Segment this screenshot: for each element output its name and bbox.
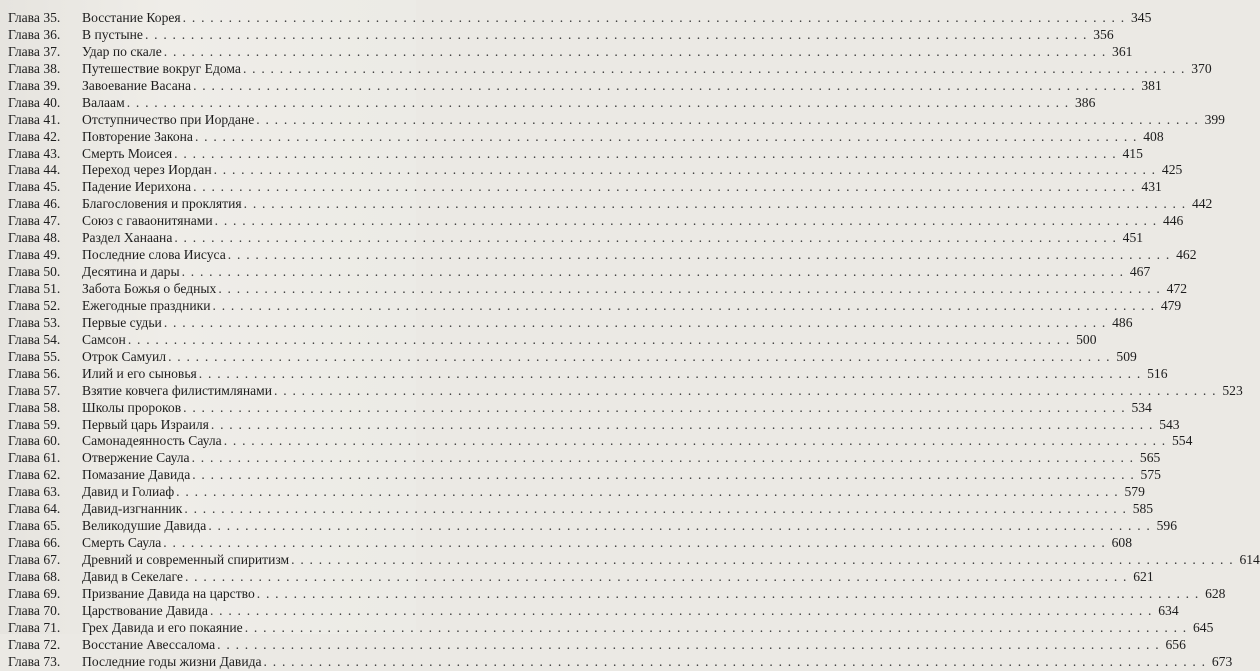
page-number: 500	[1076, 331, 1097, 347]
chapter-title: Валаам	[82, 94, 125, 110]
page-number: 472	[1166, 281, 1188, 296]
page-number: 361	[1112, 43, 1133, 59]
chapter-title: Первый царь Израиля	[82, 416, 209, 432]
chapter-title: Последние слова Иисуса	[82, 247, 226, 263]
dot-leader	[215, 213, 1158, 230]
chapter-title: Смерть Моисея	[82, 145, 173, 161]
page-number: 596	[1156, 518, 1178, 534]
page-number: 579	[1124, 484, 1145, 500]
page-number: 381	[1141, 77, 1162, 93]
chapter-number: Глава 59.	[8, 416, 61, 432]
dot-leader	[184, 501, 1127, 518]
dot-leader	[192, 467, 1135, 484]
chapter-number: Глава 61.	[8, 450, 61, 466]
chapter-number: Глава 49.	[8, 247, 61, 263]
toc-entry	[8, 94, 1096, 112]
dot-leader	[176, 484, 1119, 501]
page-number: 543	[1159, 416, 1180, 432]
toc-entry	[8, 230, 1144, 247]
dot-leader	[174, 230, 1117, 247]
dot-leader	[183, 10, 1126, 27]
page-number: 628	[1205, 585, 1226, 601]
chapter-number: Глава 47.	[8, 213, 61, 229]
chapter-title: Смерть Саула	[82, 535, 162, 551]
toc-entry	[8, 501, 1154, 518]
toc-entry	[8, 213, 1184, 230]
chapter-title: Забота Божья о бедных	[82, 281, 217, 296]
page-number: 408	[1143, 128, 1164, 144]
page-number: 386	[1074, 94, 1096, 110]
toc-entry	[8, 264, 1151, 281]
table-of-contents	[8, 10, 1260, 671]
dot-leader	[228, 247, 1171, 264]
page-number: 645	[1192, 619, 1214, 635]
toc-entry	[8, 433, 1193, 450]
toc-entry	[8, 10, 1152, 27]
toc-entry	[8, 399, 1152, 417]
chapter-title: Благословения и проклятия	[82, 196, 242, 212]
chapter-title: Последние годы жизни Давида	[82, 653, 262, 669]
toc-entry	[8, 365, 1168, 383]
chapter-number: Глава 73.	[8, 653, 61, 669]
chapter-number: Глава 40.	[8, 94, 61, 110]
chapter-title: Илий и его сыновья	[82, 365, 197, 381]
toc-entry	[8, 467, 1161, 484]
dot-leader	[264, 654, 1207, 671]
chapter-title: Отрок Самуил	[82, 348, 167, 364]
toc-entry	[8, 314, 1133, 332]
toc-entry	[8, 602, 1179, 620]
toc-entry	[8, 535, 1132, 552]
chapter-number: Глава 70.	[8, 602, 61, 618]
toc-entry	[8, 484, 1145, 501]
toc-entry	[8, 416, 1180, 434]
toc-entry	[8, 26, 1114, 44]
chapter-number: Глава 66.	[8, 535, 61, 551]
chapter-title: Путешествие вокруг Едома	[82, 60, 241, 76]
dot-leader	[257, 586, 1200, 603]
chapter-number: Глава 39.	[8, 77, 61, 93]
page-number: 425	[1161, 162, 1183, 178]
chapter-number: Глава 46.	[8, 196, 61, 212]
chapter-title: Давид в Секелаге	[82, 568, 183, 584]
dot-leader	[193, 179, 1136, 196]
chapter-number: Глава 53.	[8, 314, 61, 330]
chapter-title: Отступничество при Иордане	[82, 111, 255, 127]
chapter-title: Восстание Авессалома	[82, 636, 216, 652]
chapter-number: Глава 41.	[8, 111, 61, 127]
dot-leader	[274, 383, 1217, 400]
chapter-title: Помазание Давида	[82, 467, 191, 483]
chapter-number: Глава 51.	[8, 281, 61, 296]
dot-leader	[163, 535, 1106, 552]
page-number: 621	[1133, 568, 1154, 584]
chapter-number: Глава 63.	[8, 484, 61, 500]
chapter-number: Глава 60.	[8, 433, 61, 449]
page-number: 399	[1204, 111, 1225, 127]
chapter-title: Переход через Иордан	[82, 162, 212, 178]
toc-entry	[8, 145, 1143, 163]
dot-leader	[127, 95, 1070, 112]
chapter-title: Самсон	[82, 331, 126, 347]
toc-entry	[8, 281, 1188, 298]
chapter-number: Глава 35.	[8, 10, 61, 25]
chapter-title: Десятина и дары	[82, 264, 180, 280]
toc-entry	[8, 653, 1233, 671]
page-number: 523	[1222, 382, 1243, 398]
toc-entry	[8, 196, 1213, 213]
toc-entry	[8, 518, 1178, 535]
chapter-title: Царствование Давида	[82, 602, 208, 618]
page-number: 462	[1176, 247, 1197, 263]
chapter-number: Глава 54.	[8, 331, 61, 347]
chapter-title: Первые судьи	[82, 314, 162, 330]
toc-entry	[8, 382, 1243, 400]
chapter-number: Глава 67.	[8, 552, 61, 567]
chapter-number: Глава 64.	[8, 501, 61, 517]
toc-entry	[8, 297, 1182, 315]
chapter-title: Грех Давида и его покаяние	[82, 619, 243, 635]
chapter-number: Глава 43.	[8, 145, 61, 161]
chapter-title: Древний и современный спиритизм	[82, 552, 290, 567]
chapter-number: Глава 65.	[8, 518, 61, 534]
chapter-title: Завоевание Васана	[82, 77, 192, 93]
chapter-number: Глава 38.	[8, 60, 61, 76]
chapter-title: В пустыне	[82, 26, 143, 42]
chapter-title: Школы пророков	[82, 399, 182, 415]
dot-leader	[211, 417, 1154, 434]
chapter-number: Глава 44.	[8, 162, 61, 178]
dot-leader	[291, 552, 1234, 569]
chapter-title: Союз с гаваонитянами	[82, 213, 213, 229]
chapter-title: Отвержение Саула	[82, 450, 190, 466]
chapter-title: Раздел Ханаана	[82, 230, 173, 246]
dot-leader	[218, 281, 1161, 298]
chapter-number: Глава 72.	[8, 636, 61, 652]
chapter-number: Глава 37.	[8, 43, 61, 59]
chapter-number: Глава 42.	[8, 128, 61, 144]
chapter-number: Глава 69.	[8, 585, 61, 601]
dot-leader	[164, 44, 1107, 61]
chapter-title: Повторение Закона	[82, 128, 193, 144]
page-number: 673	[1211, 653, 1233, 669]
dot-leader	[224, 433, 1167, 450]
chapter-title: Взятие ковчега филистимлянами	[82, 382, 273, 398]
page-number: 345	[1130, 10, 1152, 25]
chapter-number: Глава 56.	[8, 365, 61, 381]
toc-entry	[8, 179, 1162, 196]
chapter-title: Давид-изгнанник	[82, 501, 183, 517]
page-number: 565	[1139, 450, 1161, 466]
page-number: 516	[1147, 365, 1168, 381]
toc-entry	[8, 636, 1186, 654]
chapter-title: Падение Иерихона	[82, 179, 192, 195]
toc-entry	[8, 111, 1225, 129]
page-number: 608	[1111, 535, 1132, 551]
dot-leader	[174, 146, 1117, 163]
page-number: 451	[1122, 230, 1144, 246]
chapter-number: Глава 62.	[8, 467, 61, 483]
dot-leader	[192, 450, 1135, 467]
page-number: 486	[1112, 314, 1133, 330]
page-number: 554	[1172, 433, 1193, 449]
chapter-number: Глава 71.	[8, 619, 61, 635]
toc-entry	[8, 247, 1197, 264]
dot-leader	[243, 61, 1186, 78]
toc-entry	[8, 568, 1154, 586]
dot-leader	[195, 129, 1138, 146]
chapter-number: Глава 58.	[8, 399, 61, 415]
dot-leader	[217, 637, 1160, 654]
dot-leader	[182, 264, 1125, 281]
page-number: 585	[1132, 501, 1154, 517]
chapter-number: Глава 45.	[8, 179, 61, 195]
page-number: 442	[1191, 196, 1213, 212]
chapter-title: Самонадеянность Саула	[82, 433, 222, 449]
page-number: 575	[1140, 467, 1161, 483]
toc-entry	[8, 619, 1214, 637]
toc-entry	[8, 162, 1183, 179]
dot-leader	[193, 78, 1136, 95]
toc-entry	[8, 585, 1226, 603]
dot-leader	[214, 162, 1157, 179]
chapter-title: Восстание Корея	[82, 10, 181, 25]
toc-entry	[8, 77, 1162, 95]
chapter-number: Глава 36.	[8, 26, 61, 42]
page-number: 634	[1158, 602, 1179, 618]
dot-leader	[183, 400, 1126, 417]
dot-leader	[164, 315, 1107, 332]
page-number: 356	[1093, 26, 1114, 42]
dot-leader	[244, 196, 1187, 213]
toc-entry	[8, 348, 1137, 366]
toc-entry	[8, 43, 1133, 61]
chapter-number: Глава 55.	[8, 348, 61, 364]
chapter-number: Глава 52.	[8, 297, 61, 313]
dot-leader	[256, 112, 1199, 129]
chapter-title: Великодушие Давида	[82, 518, 207, 534]
page-number: 614	[1239, 552, 1260, 567]
chapter-number: Глава 48.	[8, 230, 61, 246]
dot-leader	[245, 620, 1188, 637]
page-number: 467	[1129, 264, 1151, 280]
chapter-number: Глава 68.	[8, 568, 61, 584]
dot-leader	[213, 298, 1156, 315]
chapter-number: Глава 50.	[8, 264, 61, 280]
page-number: 534	[1131, 399, 1152, 415]
chapter-title: Удар по скале	[82, 43, 162, 59]
page-number: 479	[1160, 297, 1182, 313]
dot-leader	[208, 518, 1151, 535]
dot-leader	[145, 27, 1088, 44]
toc-entry	[8, 60, 1212, 78]
chapter-title: Ежегодные праздники	[82, 297, 211, 313]
toc-entry	[8, 450, 1161, 467]
page-number: 509	[1116, 348, 1137, 364]
chapter-number: Глава 57.	[8, 382, 61, 398]
dot-leader	[168, 349, 1111, 366]
toc-entry	[8, 128, 1164, 146]
page-number: 431	[1141, 179, 1162, 195]
dot-leader	[210, 603, 1153, 620]
dot-leader	[185, 569, 1128, 586]
toc-entry	[8, 331, 1097, 349]
dot-leader	[199, 366, 1142, 383]
page-number: 415	[1122, 145, 1143, 161]
page-number: 656	[1165, 636, 1186, 652]
toc-entry	[8, 552, 1260, 569]
dot-leader	[128, 332, 1071, 349]
chapter-title: Давид и Голиаф	[82, 484, 175, 500]
page-number: 370	[1191, 60, 1212, 76]
chapter-title: Призвание Давида на царство	[82, 585, 255, 601]
page-number: 446	[1162, 213, 1184, 229]
